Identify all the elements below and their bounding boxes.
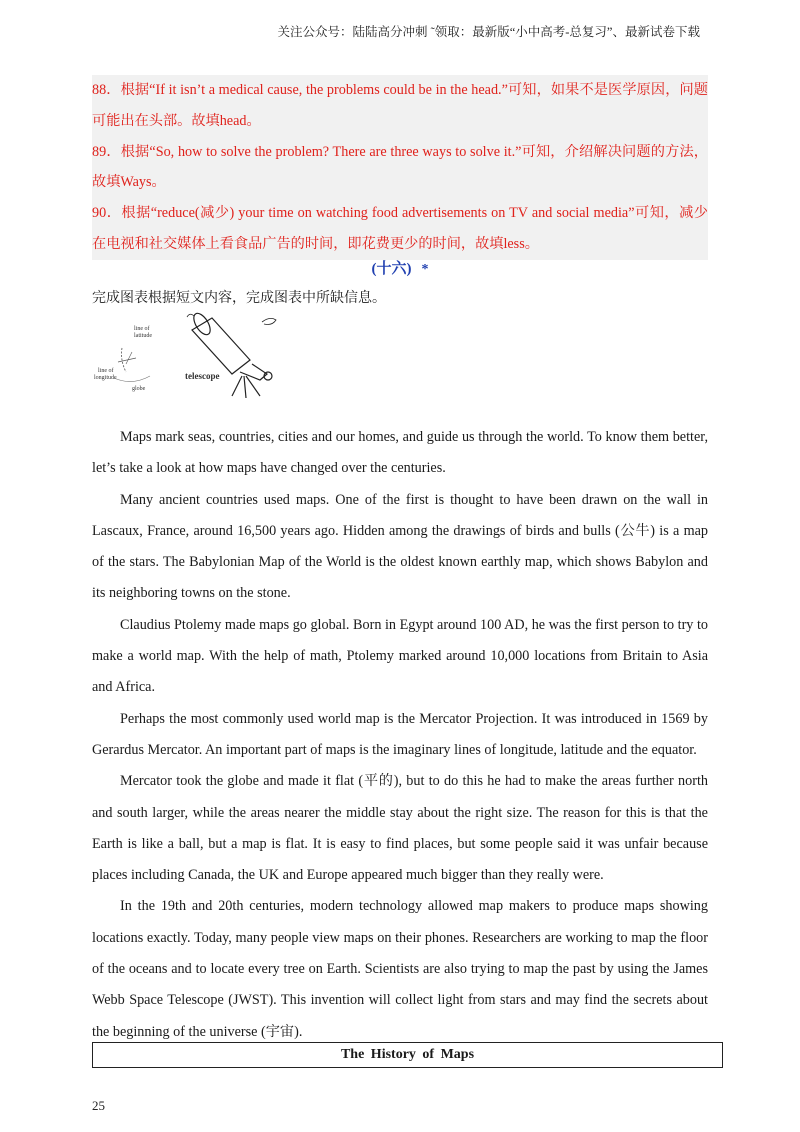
label-latitude-1: line of [134, 326, 150, 332]
label-globe: globe [132, 386, 146, 392]
label-longitude-1: line of [98, 368, 114, 374]
passage-paragraph-6: In the 19th and 20th centuries, modern technology allowed map makers to produce maps showing locations exactly. Today, many people view maps on their phones. Researchers are working to map the floor of the oceans and to locate every tree on Earth. Scientists are also trying to map the past by using the James Webb Space Telescope (JWST). This invention will collect light from stars and may find the secrets about the beginning of the universe (宇宙). [92, 898, 708, 1040]
passage-paragraph-1: Maps mark seas, countries, cities and our homes, and guide us through the world. To know them better, let’s take a look at how maps have changed over the centuries. [92, 429, 708, 477]
label-latitude-2: latitude [134, 333, 152, 339]
section-title [0, 257, 800, 278]
answer-explanations [92, 75, 708, 260]
label-longitude-2: longitude [94, 375, 117, 381]
passage-paragraph-2: Many ancient countries used maps. One of the first is thought to have been drawn on the wall in Lascaux, France, around 16,500 years ago. Hidden among the drawings of birds and bulls (公牛) is a map of the stars. The Babylonian Map of the World is the oldest known earthly map, which shows Babylon and its neighboring towns on the stone. [92, 491, 708, 602]
passage-paragraph-5: Mercator took the globe and made it flat (平的), but to do this he had to make the areas further north and south larger, while the areas nearer the middle stay about the right size. The reason for this is that the Earth is like a ball, but a map is flat. It is easy to find places, but some people said it was unfair because places including Canada, the UK and Europe appeared much bigger than they really were. [92, 773, 708, 884]
answer-90: 90．根据“reduce(减少) your time on watching food advertisements on TV and social media”可知，减少在电视和社交媒体上看食品广告的时间，即花费更少的时间，故填less。 [92, 205, 708, 252]
label-telescope: telescope [185, 371, 220, 381]
page-number: 25 [92, 1098, 105, 1113]
table-title: The History of Maps [340, 1047, 475, 1062]
passage-paragraph-4: Perhaps the most commonly used world map is the Mercator Projection. It was introduced in 1569 by Gerardus Mercator. An important part of maps is the imaginary lines of longitude, latitude and the equator. [92, 710, 708, 758]
passage-paragraph-3: Claudius Ptolemy made maps go global. Born in Egypt around 100 AD, he was the first person to try to make a world map. With the help of math, Ptolemy marked around 10,000 locations from Britain to Asia and Africa. [92, 616, 708, 696]
reading-passage [92, 422, 708, 1048]
history-table-header [92, 1042, 723, 1068]
answer-89: 89．根据“So, how to solve the problem? There are three ways to solve it.”可知，介绍解决问题的方法，故填Ways。 [92, 143, 708, 191]
telescope-icon [187, 312, 276, 398]
page-header: 关注公众号：陆陆高分冲刺 ˜领取：最新版“小中高考-总复习”、最新试卷下载 [277, 25, 700, 39]
answer-88: 88．根据“If it isn’t a medical cause, the problems could be in the head.”可知，如果不是医学原因，问题可能出在头部。故填head。 [92, 82, 708, 129]
star-icon: * [421, 262, 429, 277]
task-instruction: 完成图表根据短文内容，完成图表中所缺信息。 [92, 291, 386, 306]
section-number: (十六) [371, 261, 412, 277]
globe-telescope-illustration [92, 312, 292, 402]
globe-icon [114, 348, 150, 382]
